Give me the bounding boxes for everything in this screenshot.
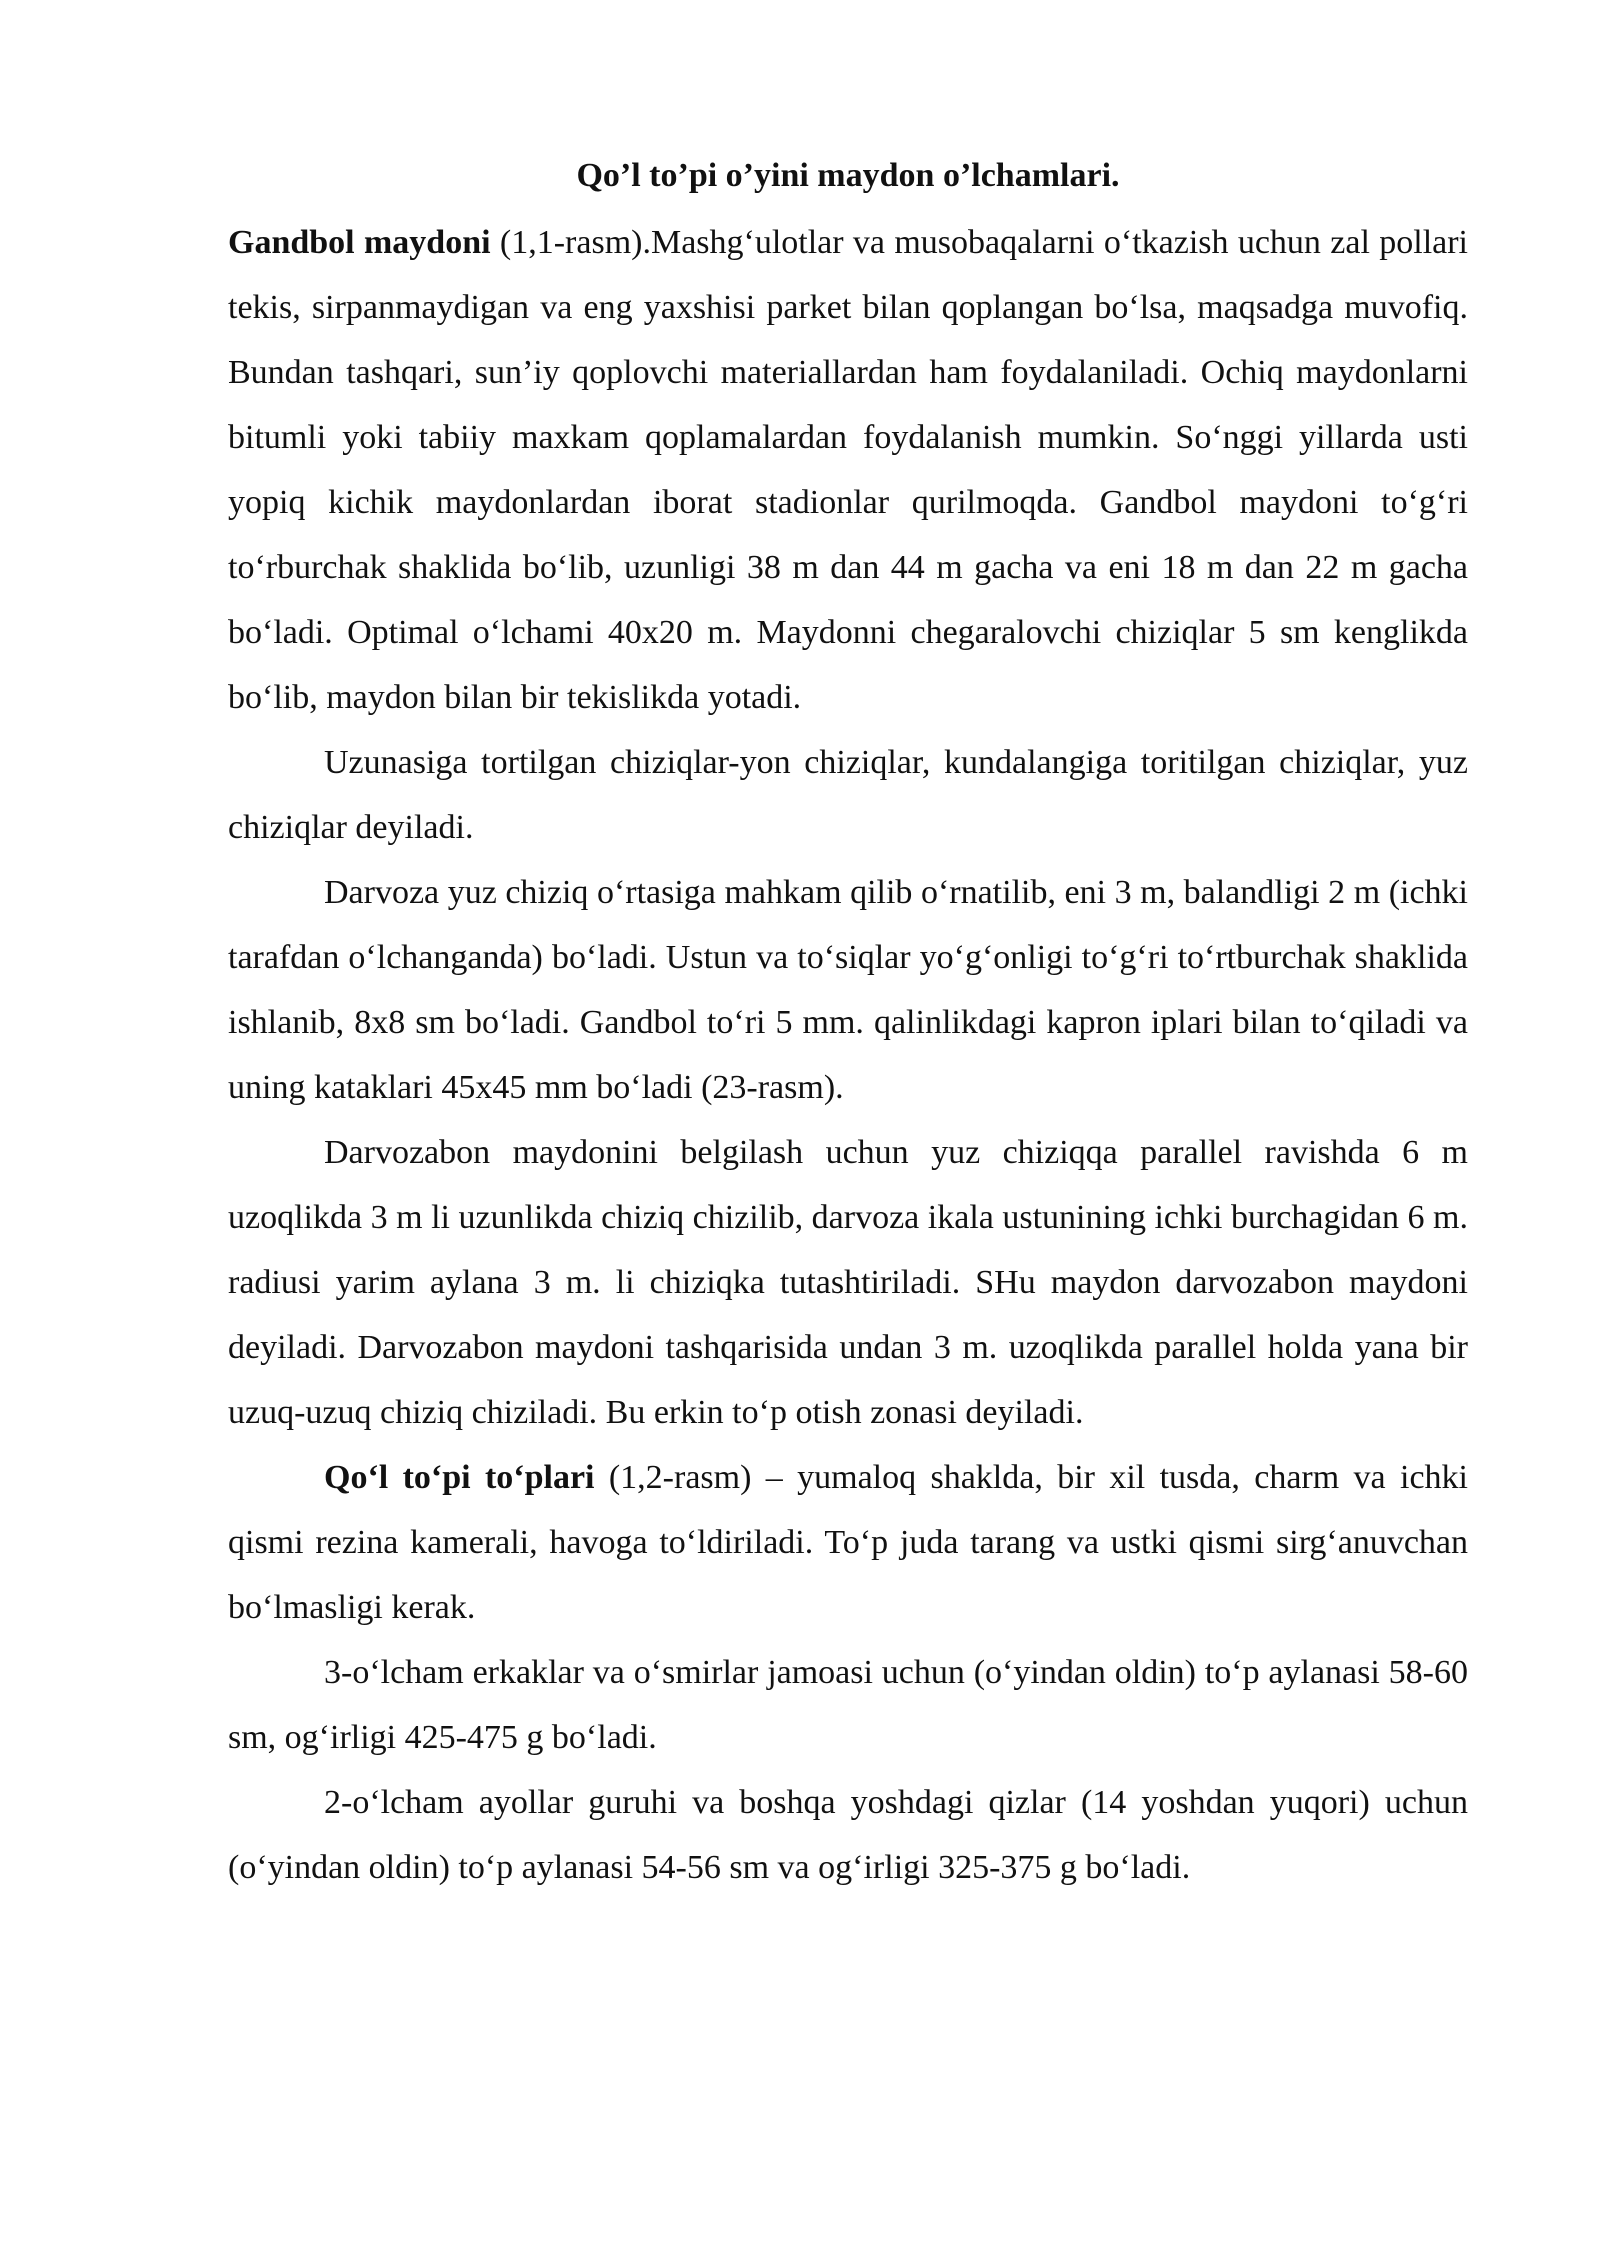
paragraph-goalkeeper-area [228, 1120, 1468, 1445]
paragraph-ball-size-3 [228, 1640, 1468, 1770]
document-title: Qo’l to’pi o’yini maydon o’lchamlari. [576, 157, 1120, 194]
paragraph-text: 3-o‘lcham erkaklar va o‘smirlar jamoasi uchun (o‘yindan oldin) to‘p aylanasi 58-60 sm, og‘irligi 425-475 g bo‘ladi. [228, 1654, 1468, 1756]
paragraph-text: Darvoza yuz chiziq o‘rtasiga mahkam qilib o‘rnatilib, eni 3 m, balandligi 2 m (ichki tarafdan o‘lchanganda) bo‘ladi. Ustun va to‘siqlar yo‘g‘onligi to‘g‘ri to‘rtburchak shaklida ishlanib, 8x8 sm bo‘ladi. Gandbol to‘ri 5 mm. qalinlikdagi kapron iplari bilan to‘qiladi va uning kataklari 45x45 mm bo‘ladi (23-rasm). [228, 874, 1468, 1106]
paragraph-ball-size-2 [228, 1770, 1468, 1900]
paragraph-text: Darvozabon maydonini belgilash uchun yuz chiziqqa parallel ravishda 6 m uzoqlikda 3 m li uzunlikda chiziq chizilib, darvoza ikala ustunining ichki burchagidan 6 m. radiusi yarim aylana 3 m. li chiziqka tutashtiriladi. SHu maydon darvozabon maydoni deyiladi. Darvozabon maydoni tashqarisida undan 3 m. uzoqlikda parallel holda yana bir uzuq-uzuq chiziq chiziladi. Bu erkin to‘p otish zonasi deyiladi. [228, 1134, 1468, 1431]
paragraph-text: (1,1-rasm).Mashg‘ulotlar va musobaqalarni o‘tkazish uchun zal pollari tekis, sirpanmaydigan va eng yaxshisi parket bilan qoplangan bo‘lsa, maqsadga muvofiq. Bundan tashqari, sun’iy qoplovchi materiallardan ham foydalaniladi. Ochiq maydonlarni bitumli yoki tabiiy maxkam qoplamalardan foydalanish mumkin. So‘nggi yillarda usti yopiq kichik maydonlardan iborat stadionlar qurilmoqda. Gandbol maydoni to‘g‘ri to‘rburchak shaklida bo‘lib, uzunligi 38 m dan 44 m gacha va eni 18 m dan 22 m gacha bo‘ladi. Optimal o‘lchami 40x20 m. Maydonni chegaralovchi chiziqlar 5 sm kenglikda bo‘lib, maydon bilan bir tekislikda yotadi. [228, 224, 1468, 716]
paragraph-text: 2-o‘lcham ayollar guruhi va boshqa yoshdagi qizlar (14 yoshdan yuqori) uchun (o‘yindan oldin) to‘p aylanasi 54-56 sm va og‘irligi 325-375 g bo‘ladi. [228, 1784, 1468, 1886]
paragraph-text: (1,2-rasm) – yumaloq shaklda, bir xil tusda, charm va ichki qismi rezina kamerali, havoga to‘ldiriladi. To‘p juda tarang va ustki qismi sirg‘anuvchan bo‘lmasligi kerak. [228, 1459, 1468, 1626]
paragraph-balls [228, 1445, 1468, 1640]
paragraph-goal [228, 860, 1468, 1120]
paragraph-lead-heading: Qo‘l to‘pi to‘plari [324, 1459, 595, 1496]
paragraph-lead-heading: Gandbol maydoni [228, 224, 491, 261]
paragraph-field-size [228, 210, 1468, 730]
paragraph-lines [228, 730, 1468, 860]
document-page [228, 150, 1468, 1900]
paragraph-text: Uzunasiga tortilgan chiziqlar-yon chiziqlar, kundalangiga toritilgan chiziqlar, yuz chiziqlar deyiladi. [228, 744, 1468, 846]
